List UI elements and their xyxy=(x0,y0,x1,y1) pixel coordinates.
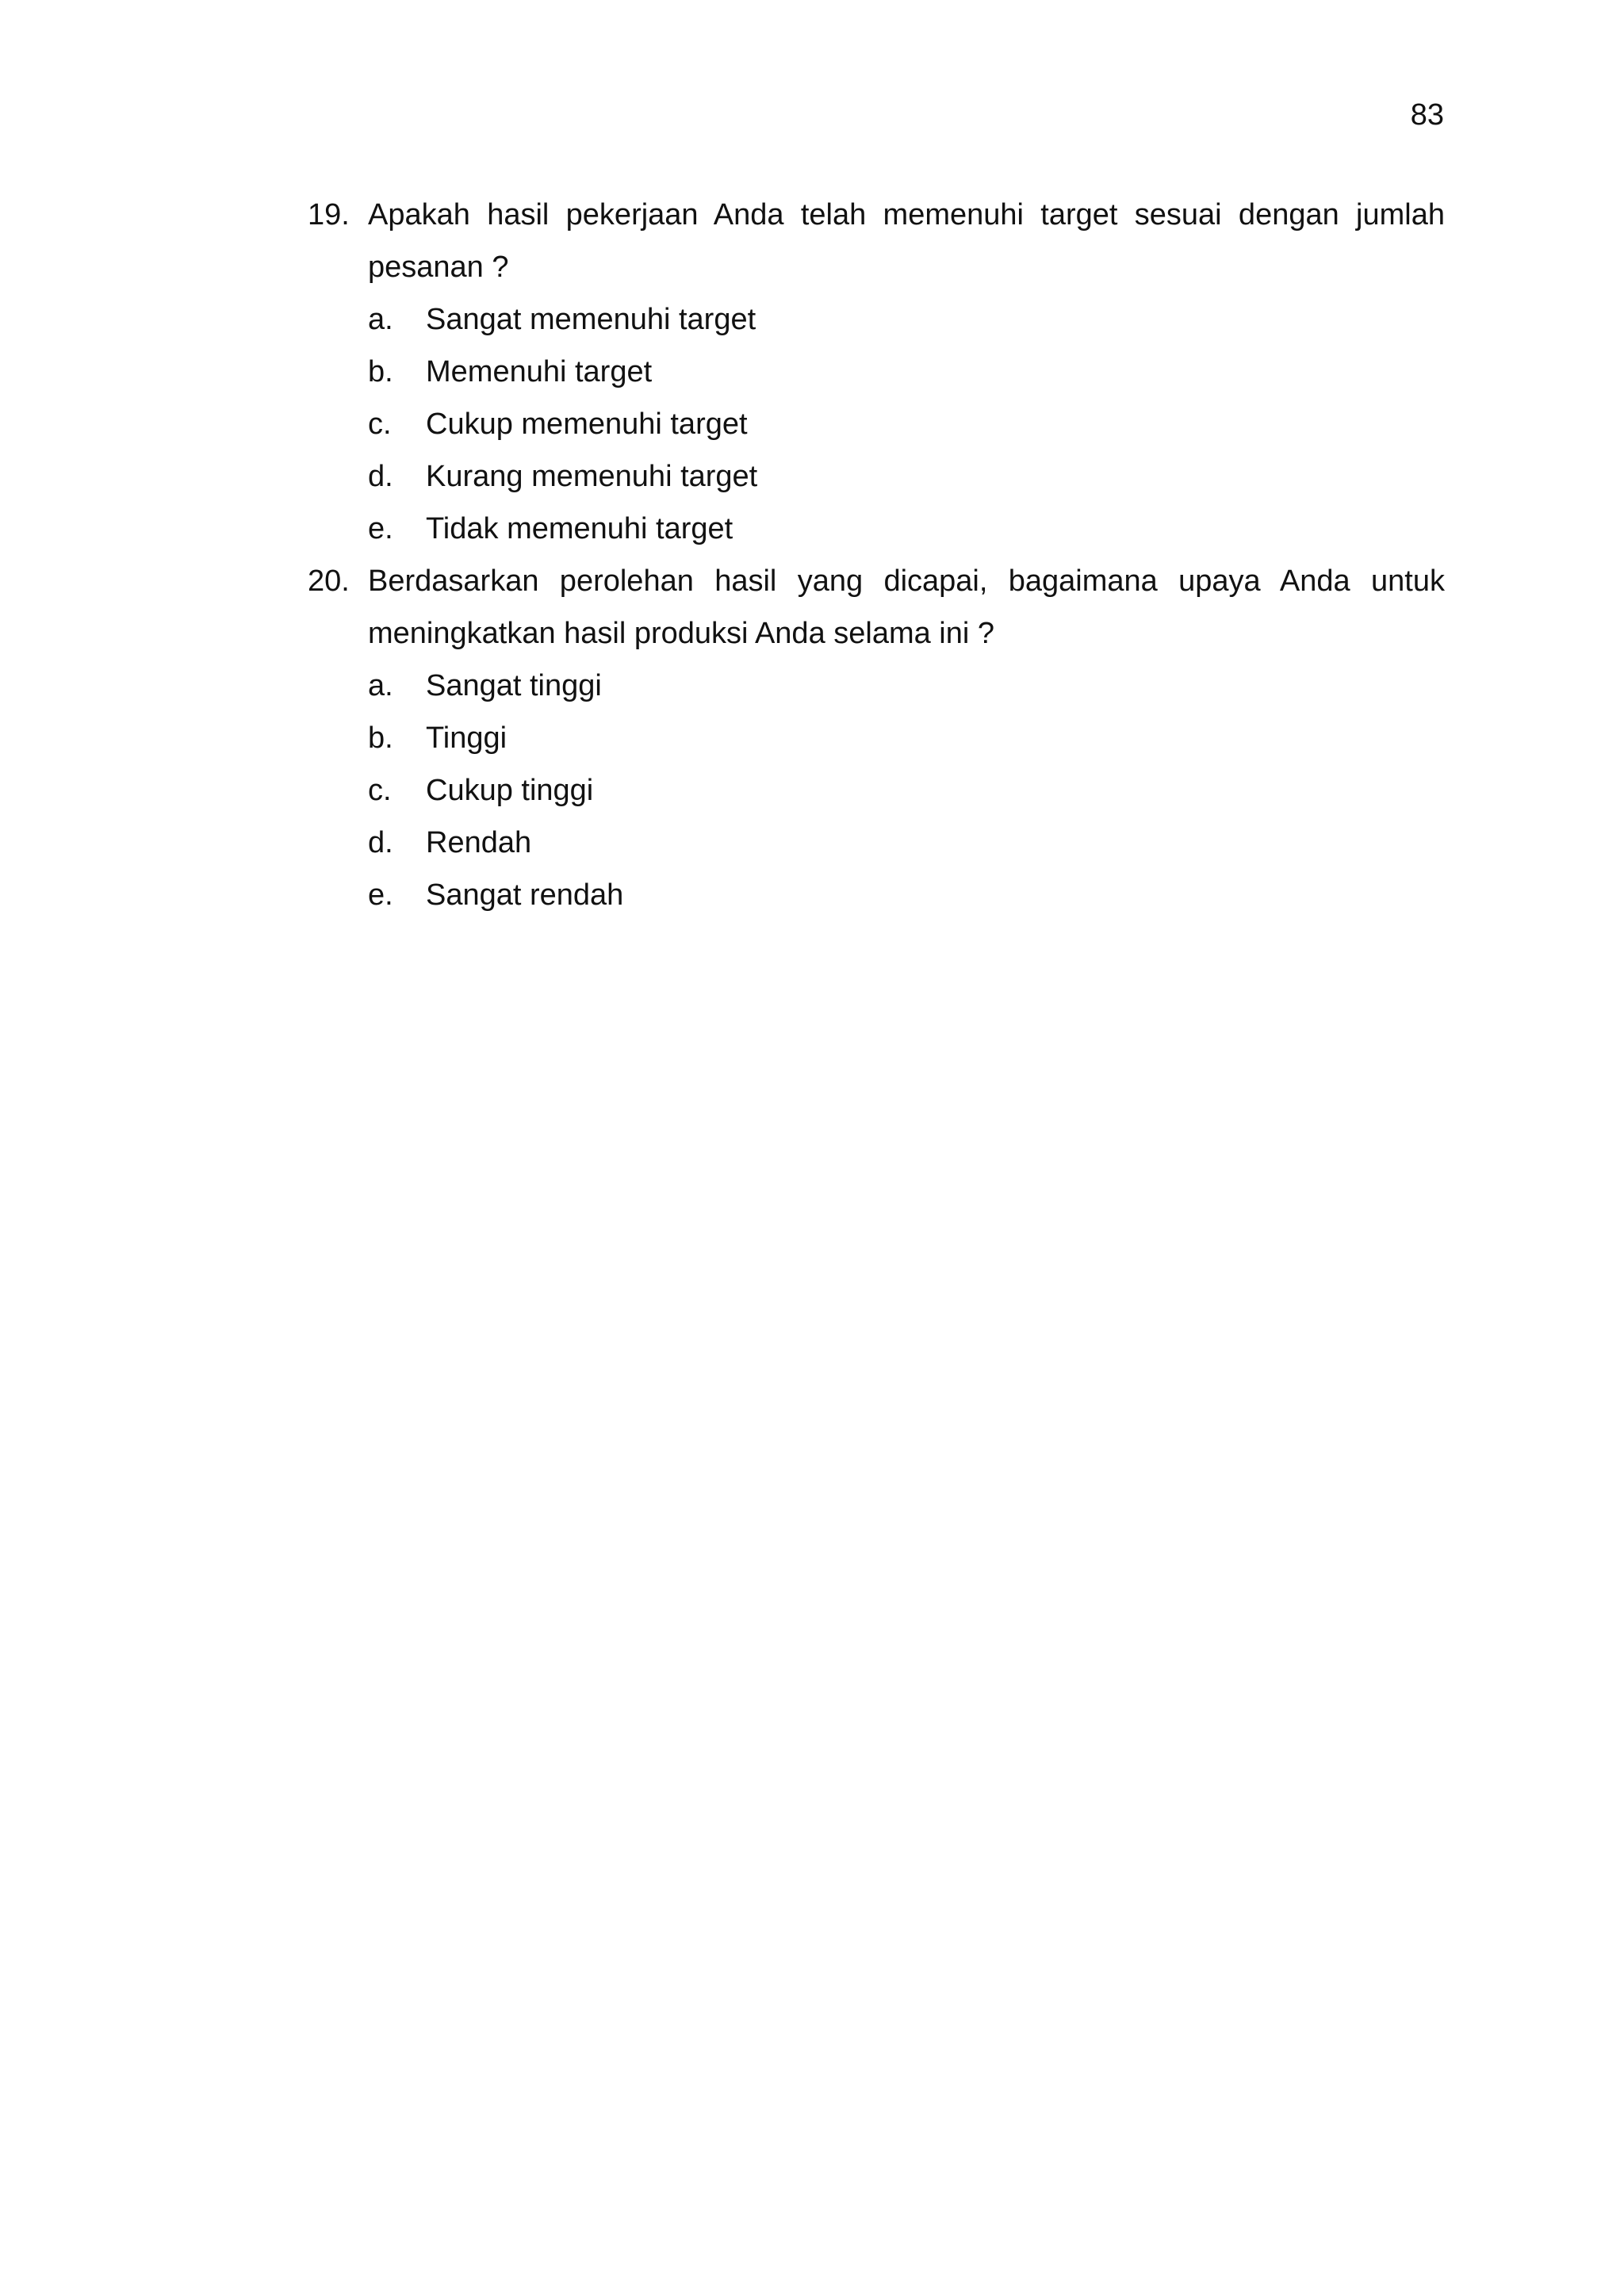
answer-options xyxy=(368,293,1445,555)
answer-option xyxy=(368,398,1445,450)
answer-options xyxy=(368,660,1445,921)
answer-option xyxy=(368,346,1445,398)
answer-option xyxy=(368,764,1445,817)
option-letter: b. xyxy=(368,721,393,755)
answer-option xyxy=(368,503,1445,555)
question-number: 19. xyxy=(308,198,350,232)
option-text: Sangat tinggi xyxy=(426,669,602,702)
option-letter: c. xyxy=(368,774,392,807)
answer-option xyxy=(368,869,1445,921)
option-text: Cukup memenuhi target xyxy=(426,408,748,441)
option-letter: c. xyxy=(368,408,392,441)
option-text: Sangat memenuhi target xyxy=(426,303,756,336)
question-text: Apakah hasil pekerjaan Anda telah memenuhi target sesuai dengan jumlah pesanan ? xyxy=(368,198,1445,284)
option-text: Cukup tinggi xyxy=(426,774,594,807)
option-text: Tidak memenuhi target xyxy=(426,512,733,545)
option-text: Memenuhi target xyxy=(426,355,653,388)
answer-option xyxy=(368,817,1445,869)
question-body xyxy=(368,555,1445,921)
option-text: Sangat rendah xyxy=(426,878,624,912)
question-text: Berdasarkan perolehan hasil yang dicapai, bagaimana upaya Anda untuk meningkatkan hasil produksi Anda selama ini ? xyxy=(368,564,1445,650)
answer-option xyxy=(368,712,1445,764)
question-19 xyxy=(308,189,1445,555)
option-text: Kurang memenuhi target xyxy=(426,460,758,493)
option-text: Tinggi xyxy=(426,721,508,755)
option-letter: a. xyxy=(368,669,393,702)
answer-option xyxy=(368,450,1445,503)
page-number: 83 xyxy=(1410,98,1444,132)
question-number: 20. xyxy=(308,564,350,598)
option-letter: e. xyxy=(368,512,393,545)
question-20 xyxy=(308,555,1445,921)
option-letter: a. xyxy=(368,303,393,336)
option-text: Rendah xyxy=(426,826,532,859)
option-letter: d. xyxy=(368,826,393,859)
option-letter: b. xyxy=(368,355,393,388)
question-body xyxy=(368,189,1445,555)
answer-option xyxy=(368,293,1445,346)
option-letter: d. xyxy=(368,460,393,493)
answer-option xyxy=(368,660,1445,712)
question-list xyxy=(308,189,1445,921)
option-letter: e. xyxy=(368,878,393,912)
